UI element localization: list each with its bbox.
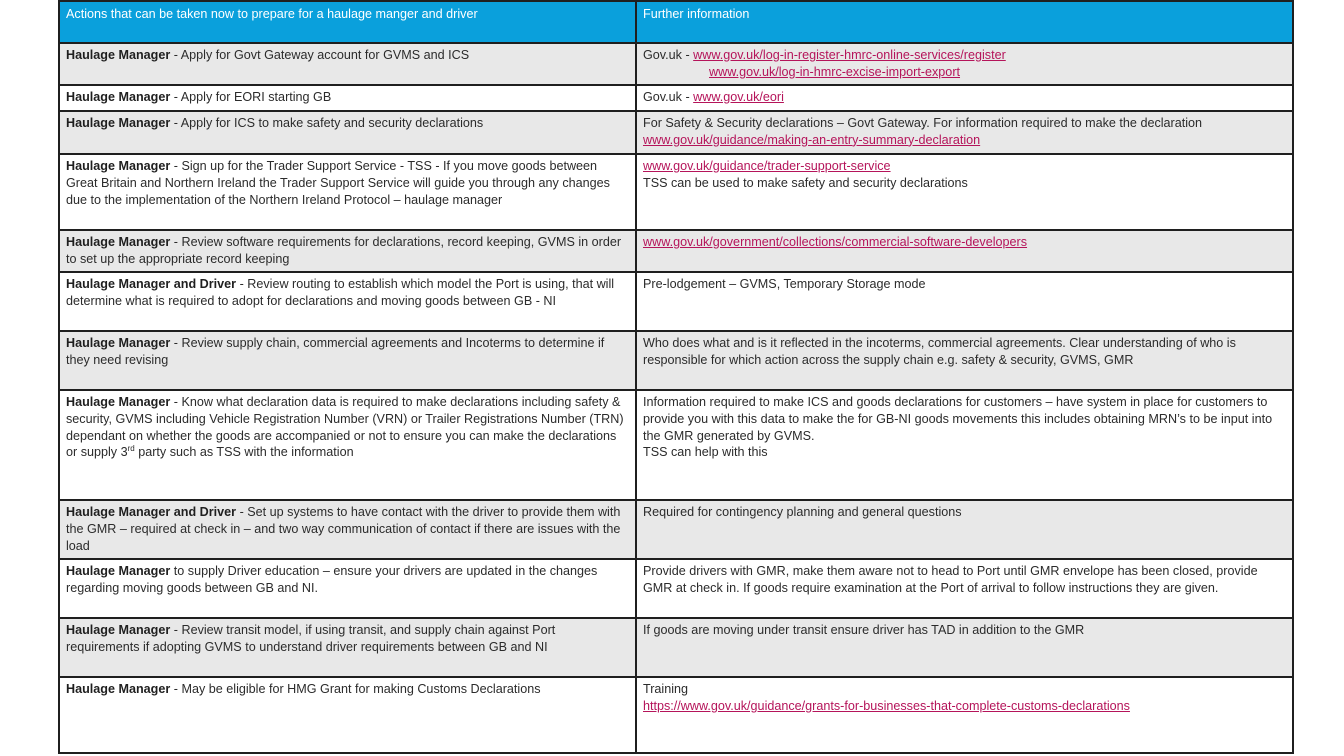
info-cell bbox=[636, 559, 1293, 618]
action-text: - Apply for Govt Gateway account for GVMS and ICS bbox=[170, 48, 470, 62]
role-label: Haulage Manager bbox=[66, 336, 171, 350]
info-text-2: TSS can help with this bbox=[643, 445, 768, 460]
info-text: Information required to make ICS and goods declarations for customers – have system in place for customers to provide you with this data to make the for GB-NI goods movements this includes obtaining MRN’s to be input into the GMR generated by GVMS. bbox=[643, 395, 1273, 443]
info-cell bbox=[636, 677, 1293, 753]
info-text: Who does what and is it reflected in the incoterms, commercial agreements. Clear understanding of who is responsible for which action across the supply chain e.g. safety & security, GVMS, GMR bbox=[643, 336, 1236, 367]
info-cell bbox=[636, 390, 1293, 500]
info-prefix: Gov.uk - bbox=[643, 90, 694, 104]
info-cell bbox=[636, 154, 1293, 230]
table-row bbox=[59, 272, 1293, 331]
action-text: - Apply for EORI starting GB bbox=[170, 90, 332, 104]
action-text: to supply Driver education – ensure your drivers are updated in the changes regarding moving goods between GB and NI. bbox=[66, 564, 598, 595]
action-text: - May be eligible for HMG Grant for making Customs Declarations bbox=[170, 682, 541, 696]
action-cell bbox=[59, 230, 636, 272]
role-label: Haulage Manager bbox=[66, 623, 171, 637]
table-row bbox=[59, 85, 1293, 111]
action-cell bbox=[59, 85, 636, 111]
action-cell bbox=[59, 559, 636, 618]
table-row bbox=[59, 390, 1293, 500]
table-row bbox=[59, 154, 1293, 230]
info-cell bbox=[636, 500, 1293, 559]
table-row bbox=[59, 230, 1293, 272]
role-label: Haulage Manager bbox=[66, 682, 171, 696]
info-cell bbox=[636, 331, 1293, 390]
info-cell bbox=[636, 230, 1293, 272]
link-trader-support[interactable]: www.gov.uk/guidance/trader-support-service bbox=[643, 159, 891, 173]
action-cell bbox=[59, 154, 636, 230]
role-label: Haulage Manager bbox=[66, 48, 171, 62]
action-text: - Sign up for the Trader Support Service - TSS - If you move goods between Great Britain and Northern Ireland the Trader Support Service will guide you through any changes due to the implementation of the Northern Ireland Protocol – haulage manager bbox=[66, 159, 610, 207]
action-cell bbox=[59, 500, 636, 559]
role-label: Haulage Manager bbox=[66, 90, 171, 104]
action-cell bbox=[59, 272, 636, 331]
role-label: Haulage Manager bbox=[66, 235, 171, 249]
role-label: Haulage Manager and Driver bbox=[66, 277, 237, 291]
info-text: Training bbox=[643, 682, 689, 696]
action-cell bbox=[59, 618, 636, 677]
link-eori[interactable]: www.gov.uk/eori bbox=[693, 90, 784, 104]
ordinal-suffix: rd bbox=[127, 444, 135, 454]
link-grants[interactable]: https://www.gov.uk/guidance/grants-for-businesses-that-complete-customs-declarations bbox=[643, 698, 1130, 713]
info-text: If goods are moving under transit ensure driver has TAD in addition to the GMR bbox=[643, 623, 1085, 637]
action-text: - Set up systems to have contact with the driver to provide them with the GMR – required at check in – and two way communication of contact if there are issues with the load bbox=[66, 505, 621, 553]
table-row bbox=[59, 111, 1293, 154]
action-text: - Review routing to establish which model the Port is using, that will determine what is required to adopt for declarations and moving goods between GB - NI bbox=[66, 277, 615, 308]
info-text: For Safety & Security declarations – Govt Gateway. For information required to make the declaration bbox=[643, 116, 1203, 130]
link-register[interactable]: www.gov.uk/log-in-register-hmrc-online-services/register bbox=[693, 48, 1006, 62]
info-cell bbox=[636, 85, 1293, 111]
info-cell bbox=[636, 43, 1293, 85]
header-further-information: Further information bbox=[636, 1, 1293, 43]
action-cell bbox=[59, 390, 636, 500]
table-row bbox=[59, 331, 1293, 390]
info-cell bbox=[636, 111, 1293, 154]
role-label: Haulage Manager bbox=[66, 395, 171, 409]
table-row bbox=[59, 618, 1293, 677]
table-row bbox=[59, 43, 1293, 85]
action-text: - Review supply chain, commercial agreements and Incoterms to determine if they need revising bbox=[66, 336, 605, 367]
action-text: - Apply for ICS to make safety and security declarations bbox=[170, 116, 484, 130]
action-cell bbox=[59, 111, 636, 154]
table-row bbox=[59, 559, 1293, 618]
info-text: Pre-lodgement – GVMS, Temporary Storage mode bbox=[643, 277, 926, 291]
link-entry-summary[interactable]: www.gov.uk/guidance/making-an-entry-summary-declaration bbox=[643, 132, 981, 147]
role-label: Haulage Manager bbox=[66, 159, 171, 173]
role-label: Haulage Manager bbox=[66, 116, 171, 130]
info-text: Provide drivers with GMR, make them aware not to head to Port until GMR envelope has been closed, provide GMR at check in. If goods require examination at the Port of arrival to follow instructions they are given. bbox=[643, 564, 1258, 595]
role-label: Haulage Manager and Driver bbox=[66, 505, 237, 519]
link-software-developers[interactable]: www.gov.uk/government/collections/commercial-software-developers bbox=[643, 235, 1028, 249]
action-text: - Review transit model, if using transit, and supply chain against Port requirements if adopting GVMS to understand driver requirements between GB and NI bbox=[66, 623, 556, 654]
link-excise[interactable]: www.gov.uk/log-in-hmrc-excise-import-export bbox=[709, 64, 961, 79]
info-cell bbox=[636, 618, 1293, 677]
info-text: TSS can be used to make safety and security declarations bbox=[643, 175, 968, 190]
info-text: Required for contingency planning and general questions bbox=[643, 505, 962, 519]
action-text: - Know what declaration data is required to make declarations including safety & security, GVMS including Vehicle Registration Number (VRN) or Trailer Registrations Number (TRN) dependant on whether the goods are accompanied or not to ensure you can make the declarations or supply 3 bbox=[66, 395, 624, 460]
info-prefix: Gov.uk - bbox=[643, 48, 694, 62]
table-header-row bbox=[59, 1, 1293, 43]
action-cell bbox=[59, 331, 636, 390]
table-row bbox=[59, 677, 1293, 753]
info-cell bbox=[636, 272, 1293, 331]
action-text: - Review software requirements for declarations, record keeping, GVMS in order to set up the appropriate record keeping bbox=[66, 235, 622, 266]
guidance-table bbox=[58, 0, 1294, 754]
action-text-end: party such as TSS with the information bbox=[134, 445, 354, 460]
action-cell bbox=[59, 677, 636, 753]
action-cell bbox=[59, 43, 636, 85]
table-row bbox=[59, 500, 1293, 559]
header-actions: Actions that can be taken now to prepare for a haulage manger and driver bbox=[59, 1, 636, 43]
role-label: Haulage Manager bbox=[66, 564, 171, 578]
